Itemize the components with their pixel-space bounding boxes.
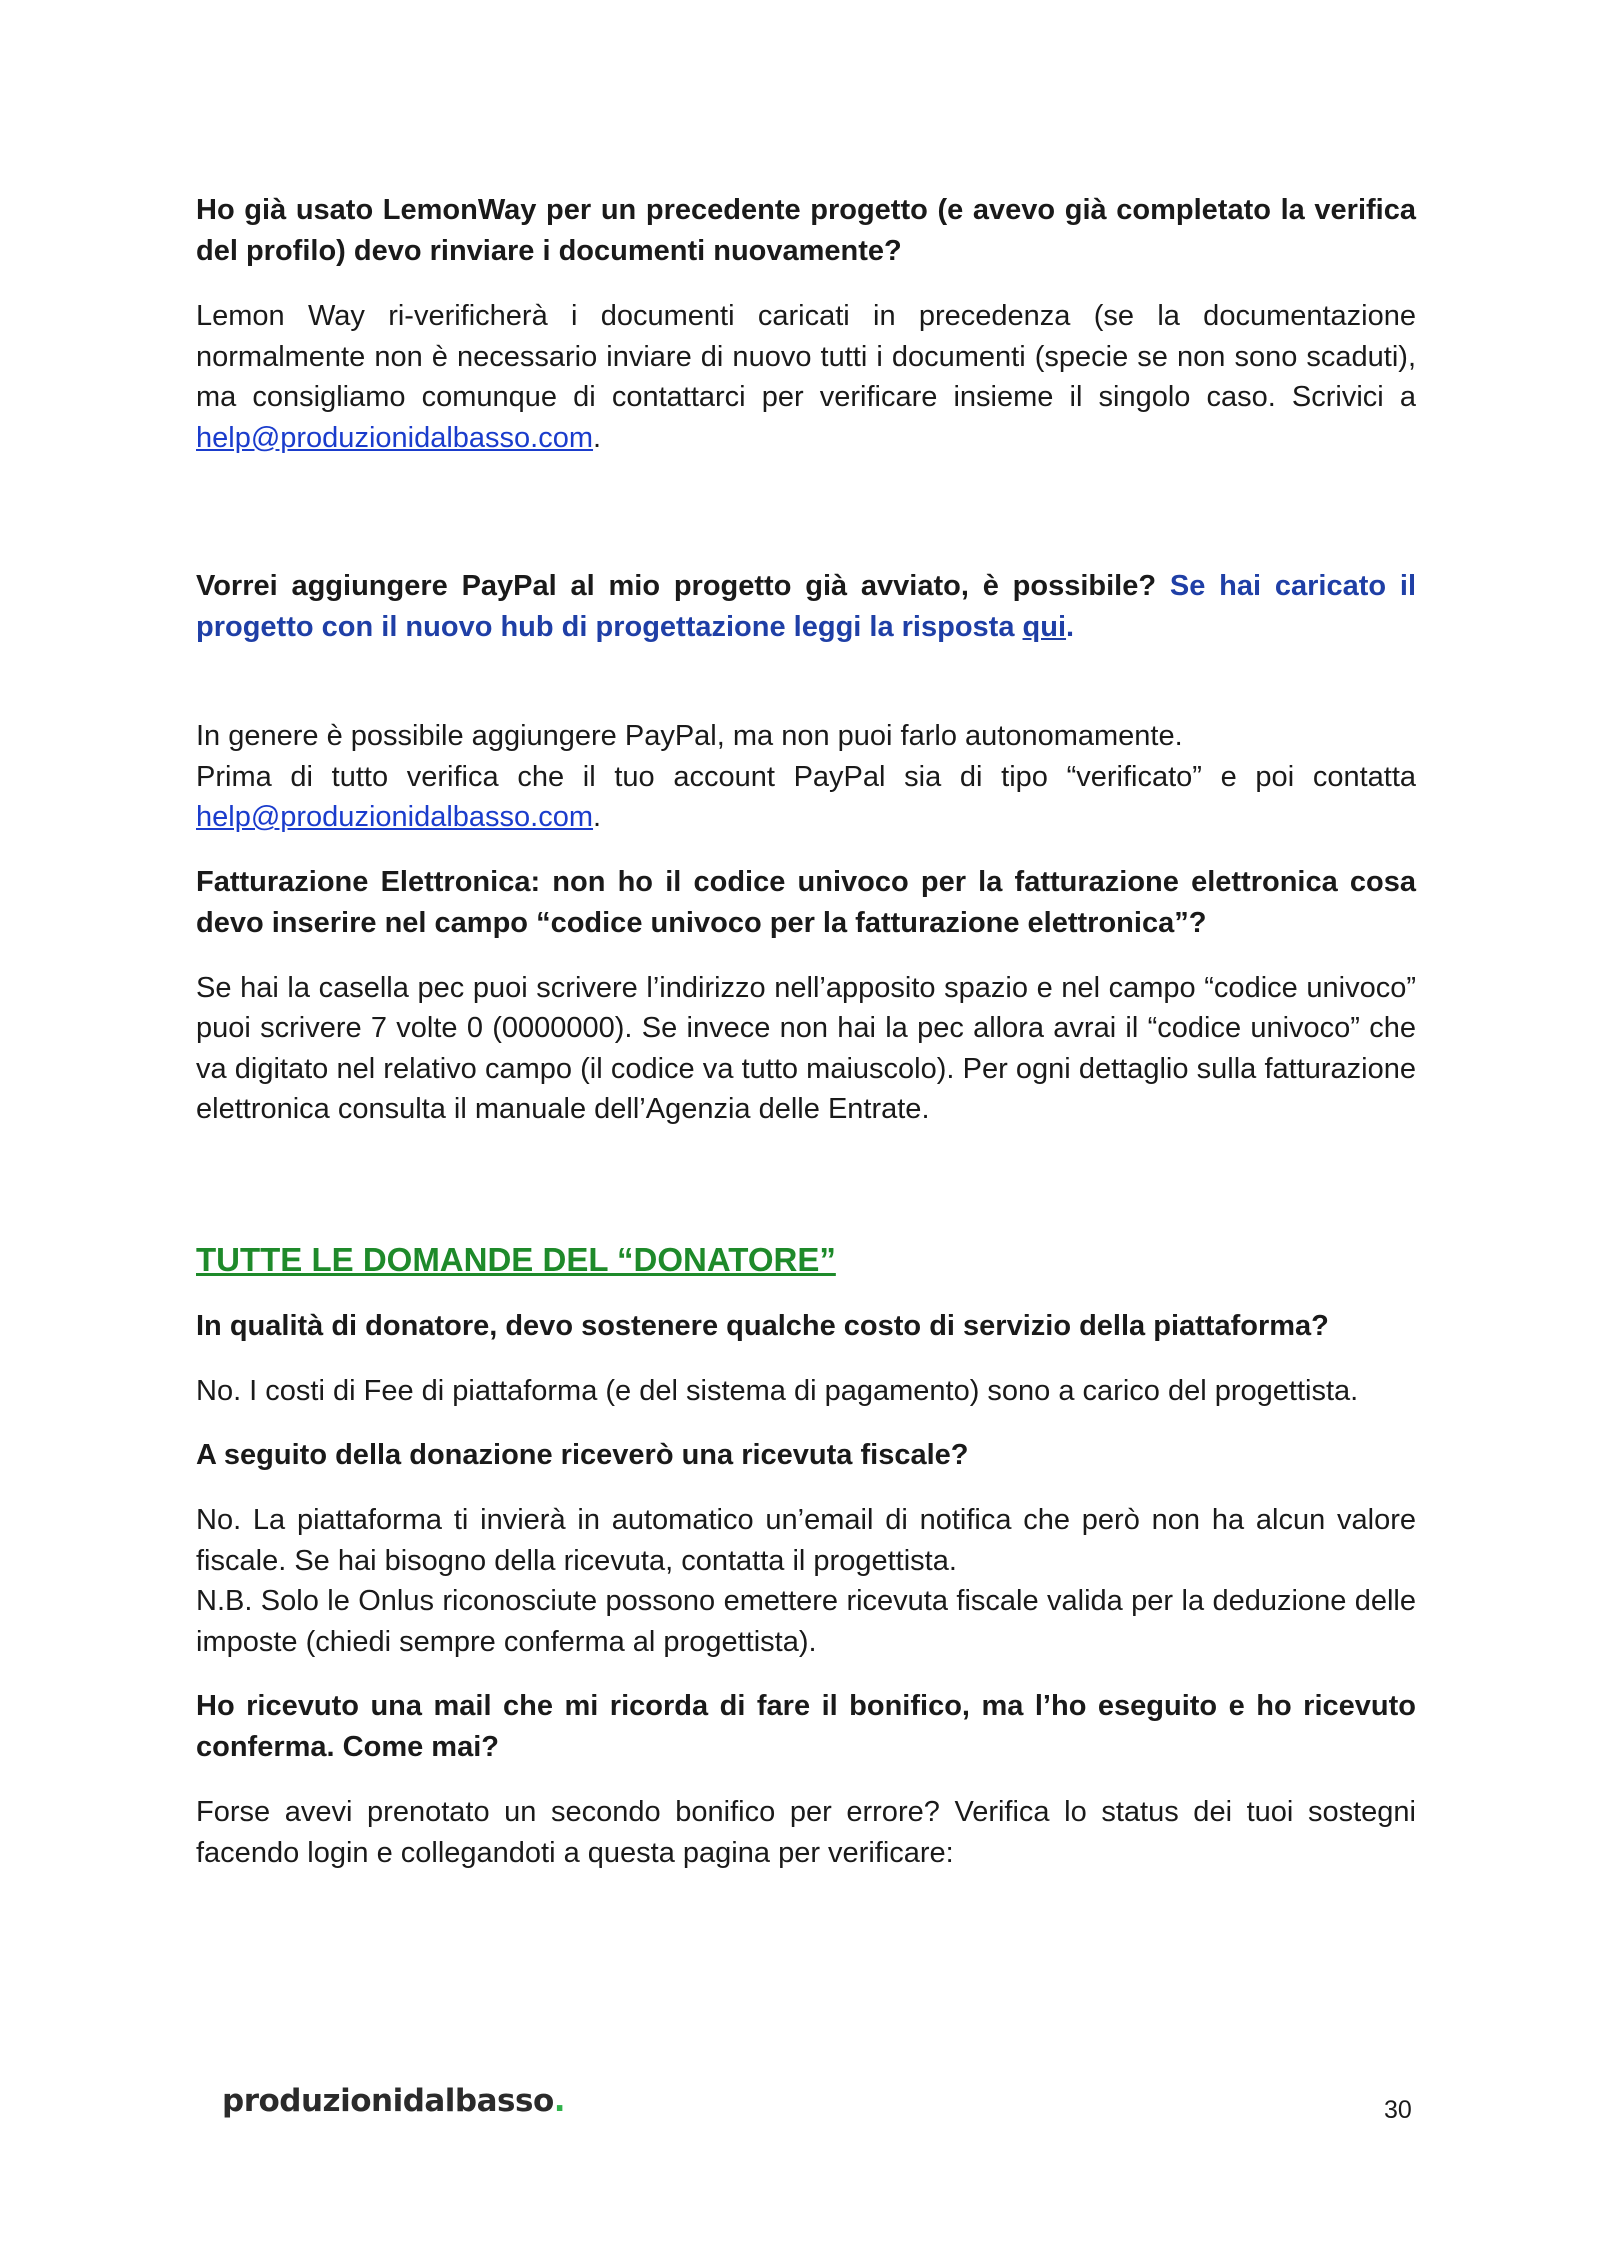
faq-question-costi: In qualità di donatore, devo sostenere qualche costo di servizio della piattaforma? xyxy=(196,1309,1329,1342)
faq-question-paypal-text: Vorrei aggiungere PayPal al mio progetto già avviato, è possibile? xyxy=(196,570,1157,602)
faq-answer-ricevuta xyxy=(196,1500,1416,1662)
logo-text: produzionidalbasso xyxy=(222,2083,554,2119)
faq-answer-ricevuta-line2: N.B. Solo le Onlus riconosciute possono emettere ricevuta fiscale valida per la deduzione delle imposte (chiedi sempre conferma al progettista). xyxy=(196,1585,1416,1658)
answer-end-punct: . xyxy=(593,421,602,454)
answer-end-punct: . xyxy=(593,801,602,833)
faq-answer-bonifico: Forse avevi prenotato un secondo bonifico per errore? Verifica lo status dei tuoi sostegni facendo login e collegandoti a questa pagina per verificare: xyxy=(196,1796,1416,1869)
faq-answer-lemonway xyxy=(196,296,1416,458)
faq-question-paypal-note: Se hai caricato il progetto con il nuovo hub di progettazione leggi la risposta xyxy=(196,570,1417,643)
qui-link[interactable]: qui xyxy=(1022,611,1067,643)
faq-question-paypal xyxy=(196,566,1416,648)
help-email-link[interactable]: help@produzionidalbasso.com xyxy=(196,801,594,833)
section-title-donatore: TUTTE LE DOMANDE DEL “DONATORE” xyxy=(196,1240,836,1278)
faq-answer-costi: No. I costi di Fee di piattaforma (e del sistema di pagamento) sono a carico del progettista. xyxy=(196,1374,1359,1407)
faq-question-bonifico: Ho ricevuto una mail che mi ricorda di fare il bonifico, ma l’ho eseguito e ho ricevuto conferma. Come mai? xyxy=(196,1690,1416,1763)
produzionidalbasso-logo xyxy=(222,2083,565,2119)
faq-answer-paypal-line1: In genere è possibile aggiungere PayPal, ma non puoi farlo autonomamente. xyxy=(196,720,1183,752)
faq-question-paypal-end: . xyxy=(1066,611,1075,643)
faq-question-ricevuta: A seguito della donazione riceverò una ricevuta fiscale? xyxy=(196,1439,969,1471)
page-number: 30 xyxy=(1384,2096,1412,2124)
faq-answer-paypal xyxy=(196,716,1416,838)
page-content xyxy=(196,190,1416,1873)
faq-question-lemonway: Ho già usato LemonWay per un precedente progetto (e avevo già completato la verifica del profilo) devo rinviare i documenti nuovamente? xyxy=(196,194,1416,267)
faq-answer-ricevuta-line1: No. La piattaforma ti invierà in automatico un’email di notifica che però non ha alcun valore fiscale. Se hai bisogno della ricevuta, contatta il progettista. xyxy=(196,1504,1416,1577)
faq-answer-fatturazione: Se hai la casella pec puoi scrivere l’indirizzo nell’apposito spazio e nel campo “codice univoco” puoi scrivere 7 volte 0 (0000000). Se invece non hai la pec allora avrai il “codice univoco” che va digitato nel relativo campo (il codice va tutto maiuscolo). Per ogni dettaglio sulla fatturazione elettronica consulta il manuale dell’Agenzia delle Entrate. xyxy=(196,971,1416,1125)
logo-dot: . xyxy=(553,2083,566,2119)
help-email-link[interactable]: help@produzionidalbasso.com xyxy=(196,421,594,454)
faq-answer-paypal-line2: Prima di tutto verifica che il tuo account PayPal sia di tipo “verificato” e poi contatta xyxy=(196,760,1416,793)
faq-answer-lemonway-text: Lemon Way ri-verificherà i documenti caricati in precedenza (se la documentazione normalmente non è necessario inviare di nuovo tutti i documenti (specie se non sono scaduti), ma consigliamo comunque di contattarci per verificare insieme il singolo caso. Scrivici a xyxy=(196,300,1416,413)
faq-question-fatturazione: Fatturazione Elettronica: non ho il codice univoco per la fatturazione elettronica cosa devo inserire nel campo “codice univoco per la fatturazione elettronica”? xyxy=(196,865,1416,939)
